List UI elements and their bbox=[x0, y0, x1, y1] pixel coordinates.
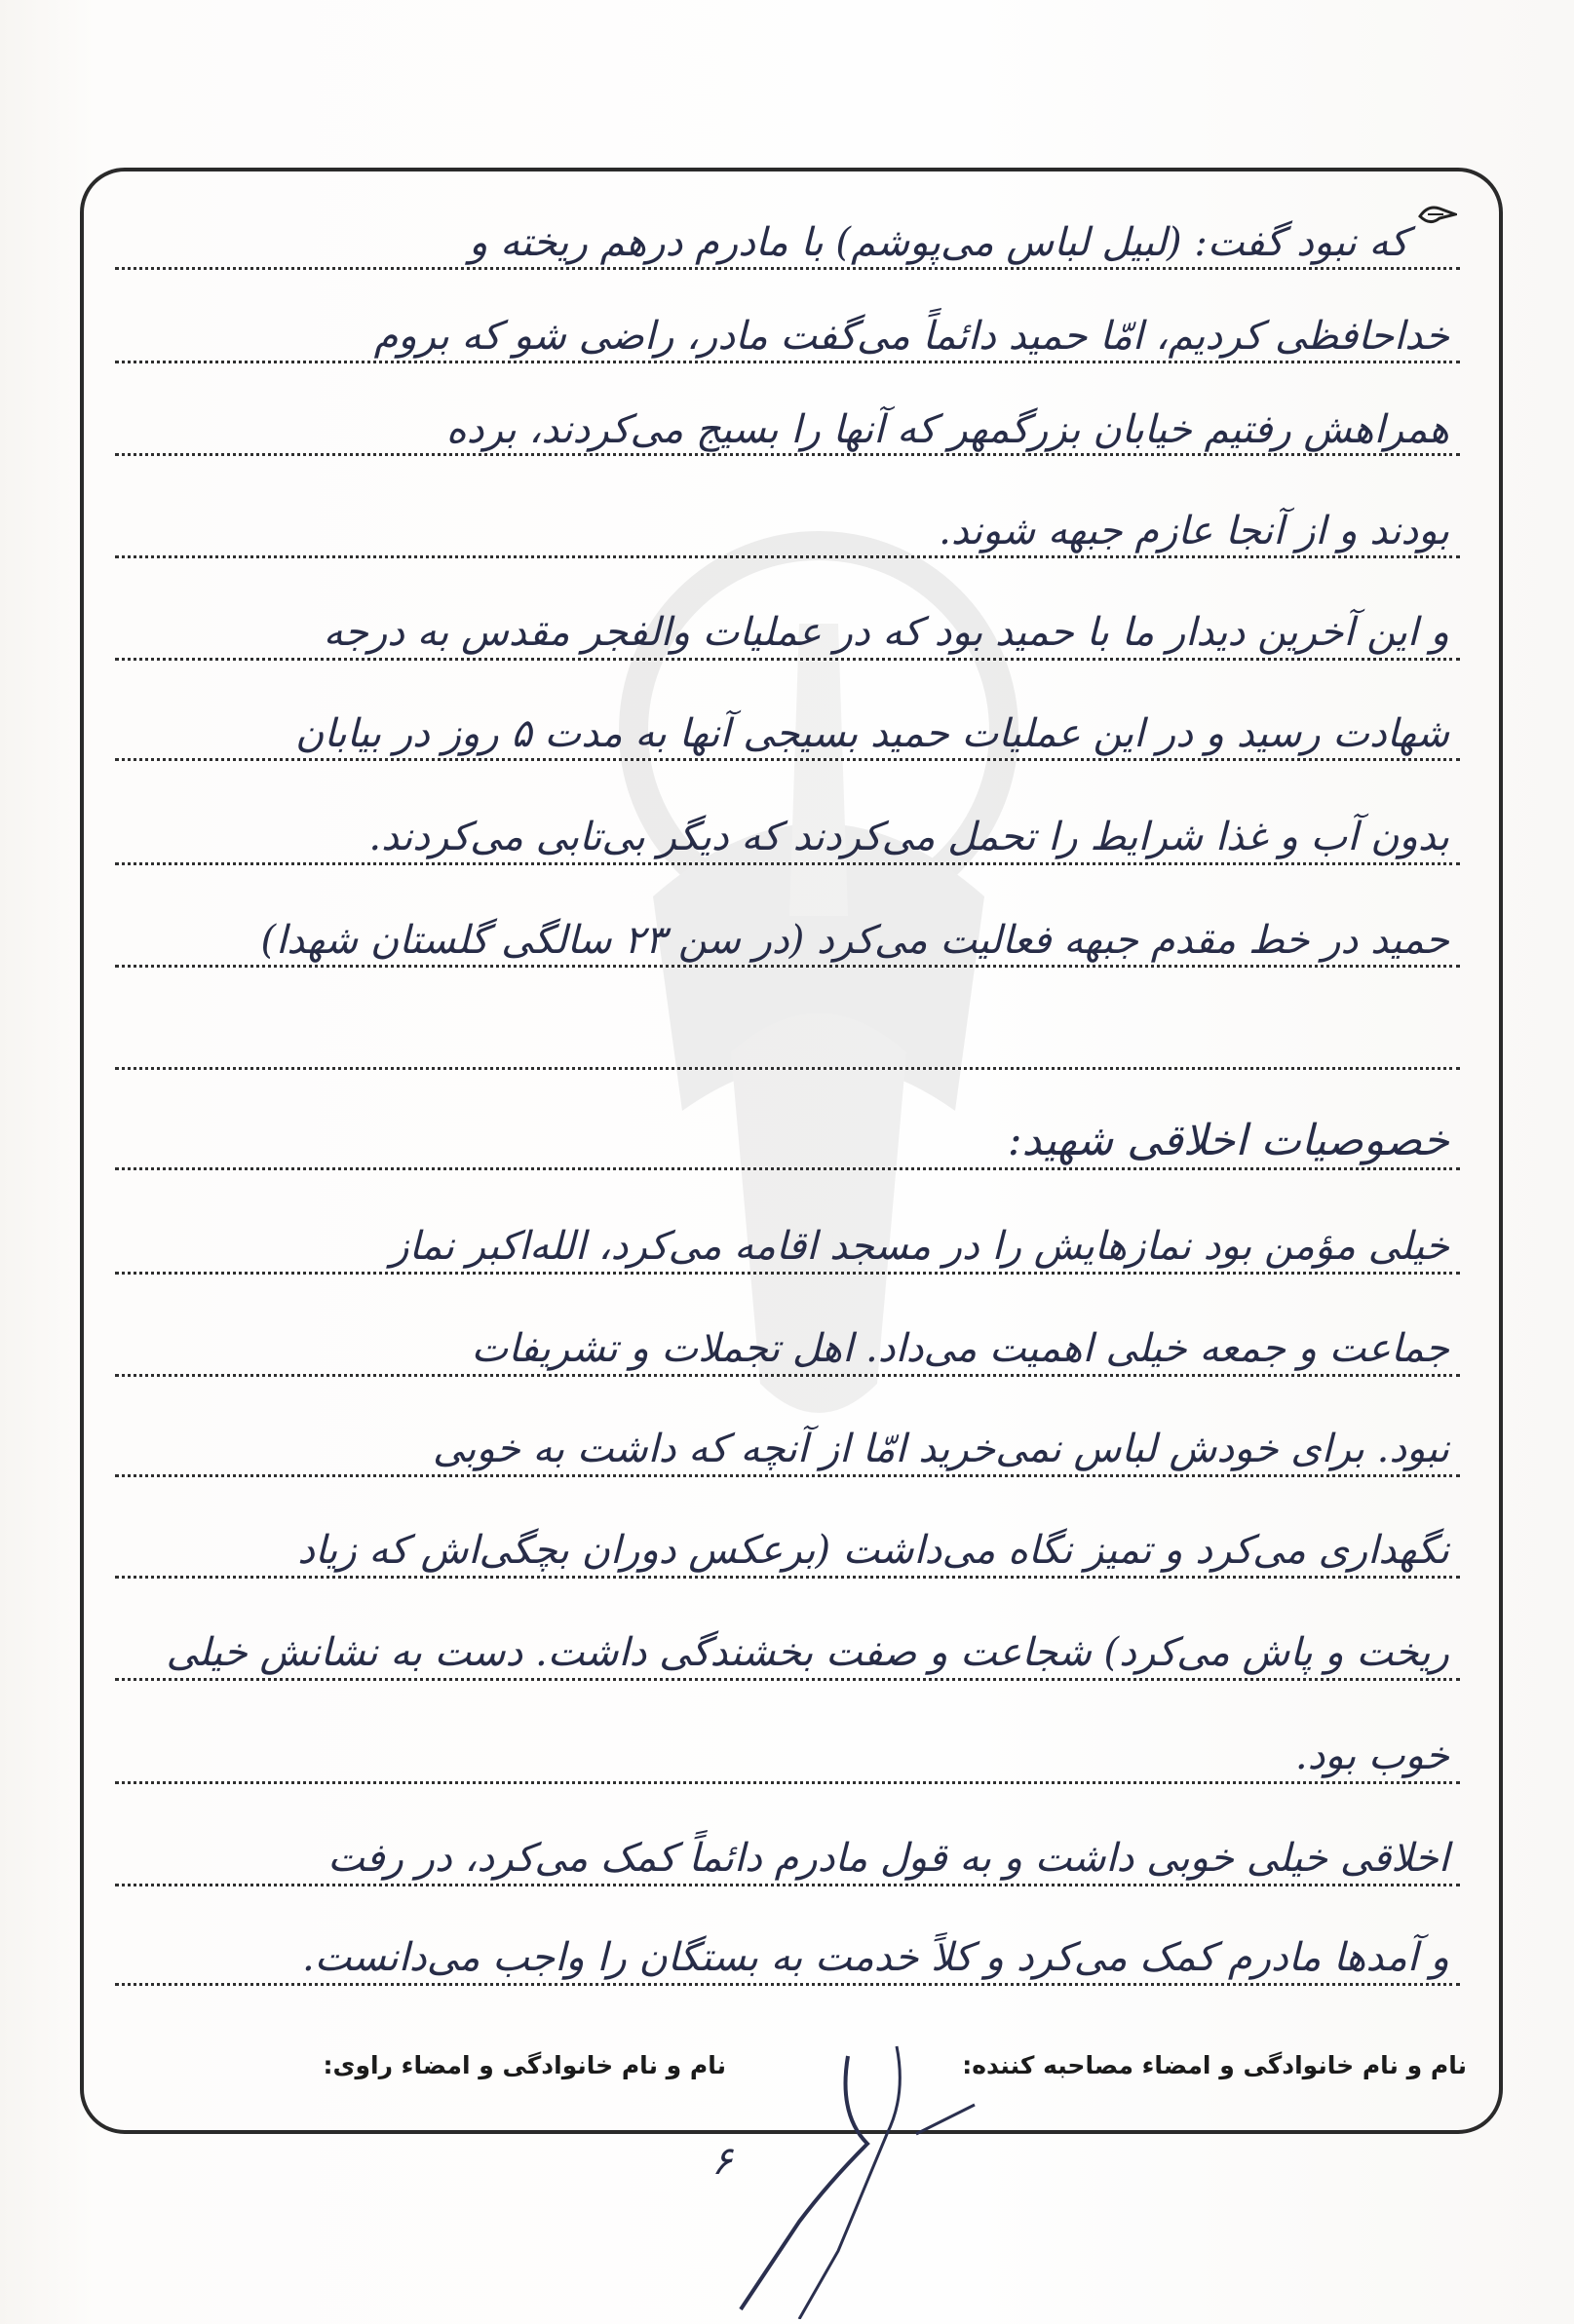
handwritten-line: همراهش رفتیم خیابان بزرگمهر که آنها را بسیج می‌کردند، برده bbox=[445, 407, 1449, 452]
ruled-line bbox=[115, 1576, 1460, 1579]
ruled-line bbox=[115, 1374, 1460, 1377]
handwritten-line: اخلاقی خیلی خوبی داشت و به قول مادرم دائماً کمک می‌کرد، در رفت bbox=[327, 1836, 1449, 1881]
ruled-line bbox=[115, 1781, 1460, 1784]
handwritten-line: خوب بود. bbox=[1294, 1733, 1449, 1778]
handwritten-line: نگهداری می‌کرد و تمیز نگاه می‌داشت (برعکس دوران بچگی‌اش که زیاد bbox=[297, 1528, 1449, 1573]
writing-hand-icon bbox=[1418, 201, 1457, 230]
handwritten-line: شهادت رسید و در این عملیات حمید بسیجی آنها به مدت ۵ روز در بیابان bbox=[295, 711, 1449, 756]
handwritten-line: نبود. برای خودش لباس نمی‌خرید امّا از آنچه که داشت به خوبی bbox=[432, 1427, 1449, 1471]
ruled-line bbox=[115, 758, 1460, 761]
handwritten-line: که نبود گفت: (لبیل لباس می‌پوشم) با مادرم درهم ریخته و bbox=[469, 220, 1408, 265]
handwritten-line: بدون آب و غذا شرایط را تحمل می‌کردند که دیگر بی‌تابی می‌کردند. bbox=[368, 815, 1449, 859]
handwritten-line: جماعت و جمعه خیلی اهمیت می‌داد. اهل تجملات و تشریفات bbox=[471, 1326, 1449, 1371]
ruled-line bbox=[115, 1884, 1460, 1886]
ruled-line bbox=[115, 361, 1460, 363]
page-number: ۶ bbox=[711, 2139, 733, 2184]
ruled-line bbox=[115, 1067, 1460, 1070]
narrator-signature-label: نام و نام خانوادگی و امضاء راوی: bbox=[323, 2051, 726, 2079]
ruled-line bbox=[115, 658, 1460, 661]
ruled-line bbox=[115, 1678, 1460, 1681]
handwritten-line: حمید در خط مقدم جبهه فعالیت می‌کرد (در سن ۲۳ سالگی گلستان شهدا) bbox=[260, 918, 1449, 963]
ruled-line bbox=[115, 267, 1460, 270]
handwritten-line: خداحافظی کردیم، امّا حمید دائماً می‌گفت مادر، راضی شو که بروم bbox=[373, 314, 1449, 359]
interviewer-signature-label: نام و نام خانوادگی و امضاء مصاحبه کننده: bbox=[962, 2051, 1467, 2079]
ruled-line bbox=[115, 1272, 1460, 1275]
handwritten-line: بودند و از آنجا عازم جبهه شوند. bbox=[939, 509, 1449, 553]
handwritten-line: و آمدها مادرم کمک می‌کرد و کلاً خدمت به بستگان را واجب می‌دانست. bbox=[301, 1935, 1449, 1980]
ruled-line bbox=[115, 1167, 1460, 1170]
handwritten-line: ریخت و پاش می‌کرد) شجاعت و صفت بخشندگی داشت. دست به نشانش خیلی bbox=[166, 1630, 1449, 1675]
ruled-line bbox=[115, 453, 1460, 456]
handwritten-line: خیلی مؤمن بود نمازهایش را در مسجد اقامه می‌کرد، الله‌اکبر نماز bbox=[390, 1224, 1449, 1269]
ruled-line bbox=[115, 965, 1460, 968]
ruled-line bbox=[115, 1474, 1460, 1477]
ruled-line bbox=[115, 862, 1460, 865]
ruled-line bbox=[115, 555, 1460, 558]
ruled-line bbox=[115, 1983, 1460, 1986]
section-heading: خصوصیات اخلاقی شهید: bbox=[1007, 1116, 1449, 1165]
handwritten-line: و این آخرین دیدار ما با حمید بود که در عملیات والفجر مقدس به درجه bbox=[323, 610, 1449, 655]
